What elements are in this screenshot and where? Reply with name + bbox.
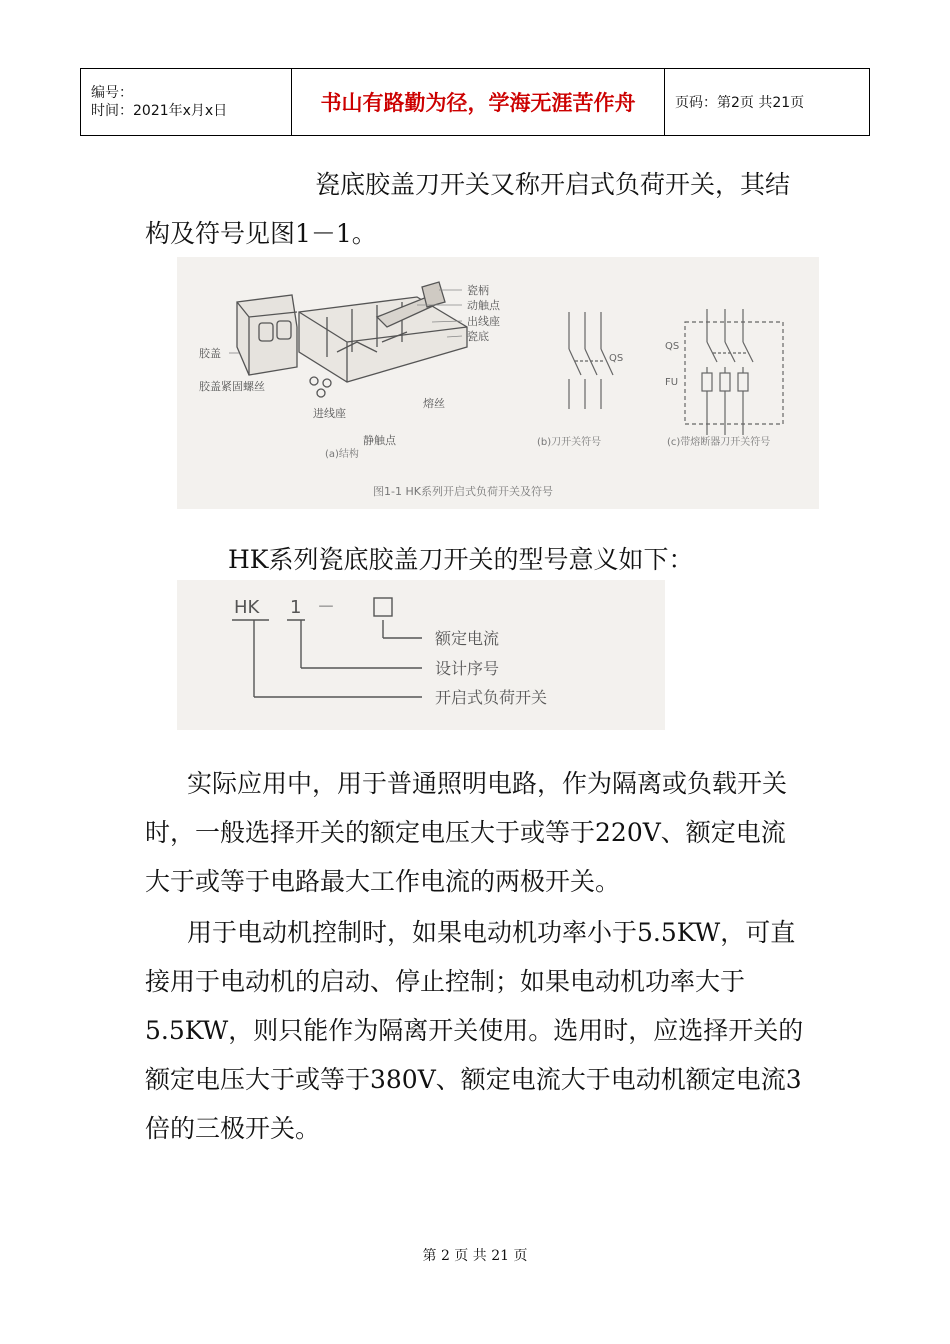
page-info: 页码：第2页 共21页 <box>665 69 870 136</box>
p3-line1: 实际应用中，用于普通照明电路，作为隔离或负载开关 <box>187 769 788 798</box>
subcaption-a: (a)结构 <box>325 449 359 460</box>
subcaption-c: (c)带熔断器刀开关符号 <box>667 437 771 448</box>
label-fuse-wire: 熔丝 <box>423 397 445 410</box>
p1-line2: 构及符号见图1－1。 <box>145 219 377 248</box>
model-series: 1 <box>290 597 302 618</box>
number-label: 编号： <box>91 85 133 101</box>
label-moving-contact: 动触点 <box>467 299 500 312</box>
label-rated-current: 额定电流 <box>435 629 500 648</box>
fused-switch-symbol <box>685 309 783 435</box>
model-meaning-diagram <box>177 580 665 730</box>
header-info-cell <box>81 69 292 136</box>
page-footer: 第 2 页 共 21 页 <box>422 1248 528 1264</box>
paragraph-4 <box>145 908 810 1153</box>
label-fu-c: FU <box>665 377 679 388</box>
paragraph-2: HK系列瓷底胶盖刀开关的型号意义如下： <box>228 545 694 574</box>
switch-structure-drawing <box>237 282 467 397</box>
p4-line5: 倍的三极开关。 <box>145 1114 321 1143</box>
figure-caption: 图1-1 HK系列开启式负荷开关及符号 <box>373 485 553 498</box>
paragraph-3 <box>145 759 810 906</box>
label-rubber-cover: 胶盖 <box>199 347 221 360</box>
figure-1-1-drawing <box>177 257 819 509</box>
figure-1-1 <box>177 257 819 509</box>
label-switch-type: 开启式负荷开关 <box>435 688 548 707</box>
p4-line4: 额定电压大于或等于380V、额定电流大于电动机额定电流3 <box>145 1065 802 1094</box>
knife-switch-symbol <box>569 312 613 409</box>
time-label: 时间：2021年x月x日 <box>91 103 228 119</box>
label-qs-b: QS <box>609 353 624 364</box>
header-table <box>80 68 870 136</box>
label-inlet-seat: 进线座 <box>313 407 346 420</box>
p1-line1: 瓷底胶盖刀开关又称开启式负荷开关，其结 <box>315 170 791 199</box>
label-static-contact: 静触点 <box>363 434 396 447</box>
label-qs-c: QS <box>665 341 680 352</box>
p3-line2: 时，一般选择开关的额定电压大于或等于220V、额定电流 <box>145 818 786 847</box>
label-cover-screw: 胶盖紧固螺丝 <box>199 380 265 393</box>
label-outlet-seat: 出线座 <box>467 315 500 328</box>
p4-line2: 接用于电动机的启动、停止控制；如果电动机功率大于 <box>145 967 746 996</box>
label-porcelain-handle: 瓷柄 <box>467 284 489 297</box>
p3-line3: 大于或等于电路最大工作电流的两极开关。 <box>145 867 621 896</box>
label-porcelain-base: 瓷底 <box>467 330 489 343</box>
bracket-lines <box>232 620 422 697</box>
paragraph-1 <box>145 160 810 258</box>
subcaption-b: (b)刀开关符号 <box>537 437 602 448</box>
label-design-number: 设计序号 <box>435 659 500 678</box>
motto: 书山有路勤为径，学海无涯苦作舟 <box>292 69 665 136</box>
p4-line1: 用于电动机控制时，如果电动机功率小于5.5KW，可直 <box>187 918 796 947</box>
p4-line3: 5.5KW，则只能作为隔离开关使用。选用时，应选择开关的 <box>145 1016 804 1045</box>
model-meaning-figure <box>177 580 665 730</box>
model-dash: － <box>317 597 335 618</box>
model-code: HK <box>234 597 260 618</box>
current-placeholder-box <box>374 598 392 616</box>
